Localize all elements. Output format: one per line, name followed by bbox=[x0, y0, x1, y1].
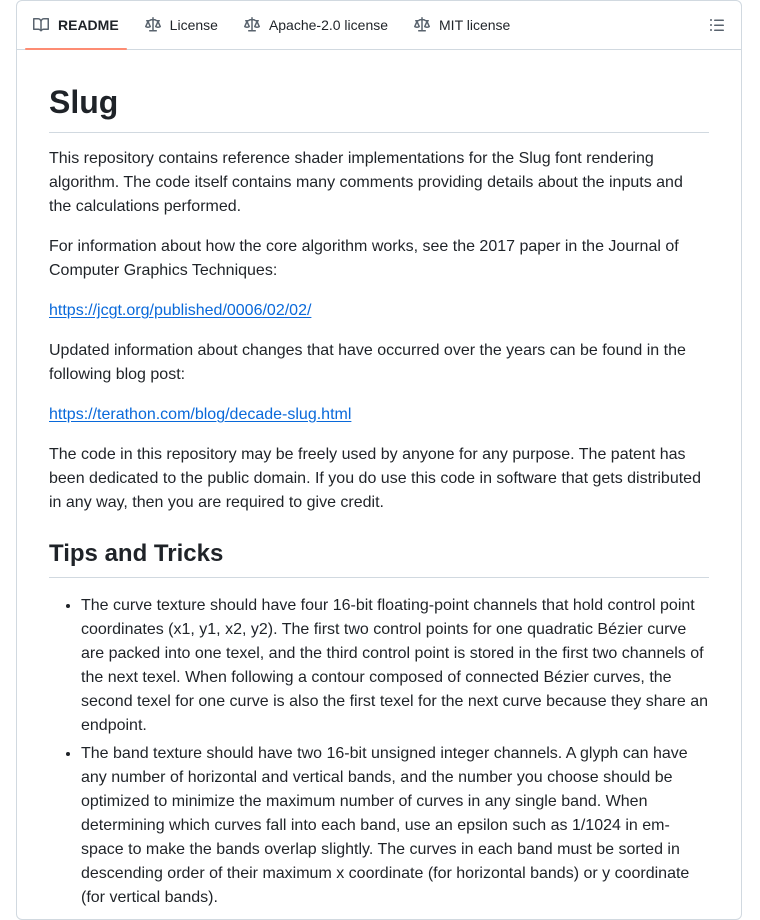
paper-link[interactable]: https://jcgt.org/published/0006/02/02/ bbox=[49, 302, 312, 319]
outline-button[interactable] bbox=[701, 9, 733, 41]
tab-apache-license-label: Apache-2.0 license bbox=[268, 17, 389, 33]
readme-tab-bar bbox=[17, 1, 741, 50]
list-icon bbox=[709, 17, 725, 33]
intro-paragraph: This repository contains reference shader implementations for the Slug font rendering algorithm. The code itself contains many comments providing details about the inputs and the calculations performed. bbox=[49, 150, 683, 215]
paper-info-paragraph: For information about how the core algorithm works, see the 2017 paper in the Journal of Computer Graphics Techniques: bbox=[49, 238, 679, 279]
tab-apache-license[interactable] bbox=[236, 1, 396, 49]
list-item: • The band texture should have two 16-bit unsigned integer channels. A glyph can have any number of horizontal and vertical bands, and the number you choose should be optimized to minimize the maximum number of curves in any single band. When determining which curves fall into each band, use an epsilon such as 1/1024 in em-space to make the bands overlap slightly. The curves in each band must be sorted in descending order of their maximum x coordinate (for horizontal bands) or y coordinate (for vertical bands). bbox=[81, 742, 709, 910]
tab-mit-license[interactable] bbox=[406, 1, 518, 49]
blog-link[interactable]: https://terathon.com/blog/decade-slug.html bbox=[49, 406, 352, 423]
scale-icon bbox=[145, 17, 161, 33]
tab-mit-license-label: MIT license bbox=[439, 17, 511, 33]
tab-license-label: License bbox=[169, 17, 218, 33]
tab-readme-label: README bbox=[58, 17, 119, 33]
list-item: • The curve texture should have four 16-bit floating-point channels that hold control point coordinates (x1, y1, x2, y2). The first two control points for one quadratic Bézier curve are packed into one texel, and the third control point is stored in the first two channels of the next texel. When following a contour composed of connected Bézier curves, the second texel for one curve is also the first texel for the next curve because they share an endpoint. bbox=[81, 594, 709, 738]
page-title: Slug bbox=[49, 82, 709, 133]
book-icon bbox=[33, 17, 49, 33]
paper-link-paragraph bbox=[49, 299, 709, 323]
scale-icon bbox=[244, 17, 260, 33]
tab-license[interactable] bbox=[137, 1, 226, 49]
tab-readme[interactable] bbox=[25, 1, 127, 49]
blog-link-paragraph bbox=[49, 403, 709, 427]
readme-panel bbox=[16, 0, 742, 920]
license-paragraph: The code in this repository may be freely used by anyone for any purpose. The patent has been dedicated to the public domain. If you do use this code in software that gets distributed in any way, then you are required to give credit. bbox=[49, 446, 701, 511]
readme-article bbox=[17, 50, 741, 910]
tips-heading: Tips and Tricks bbox=[49, 539, 709, 578]
tips-list bbox=[49, 594, 709, 910]
blog-info-paragraph: Updated information about changes that have occurred over the years can be found in the following blog post: bbox=[49, 342, 686, 383]
scale-icon bbox=[414, 17, 430, 33]
